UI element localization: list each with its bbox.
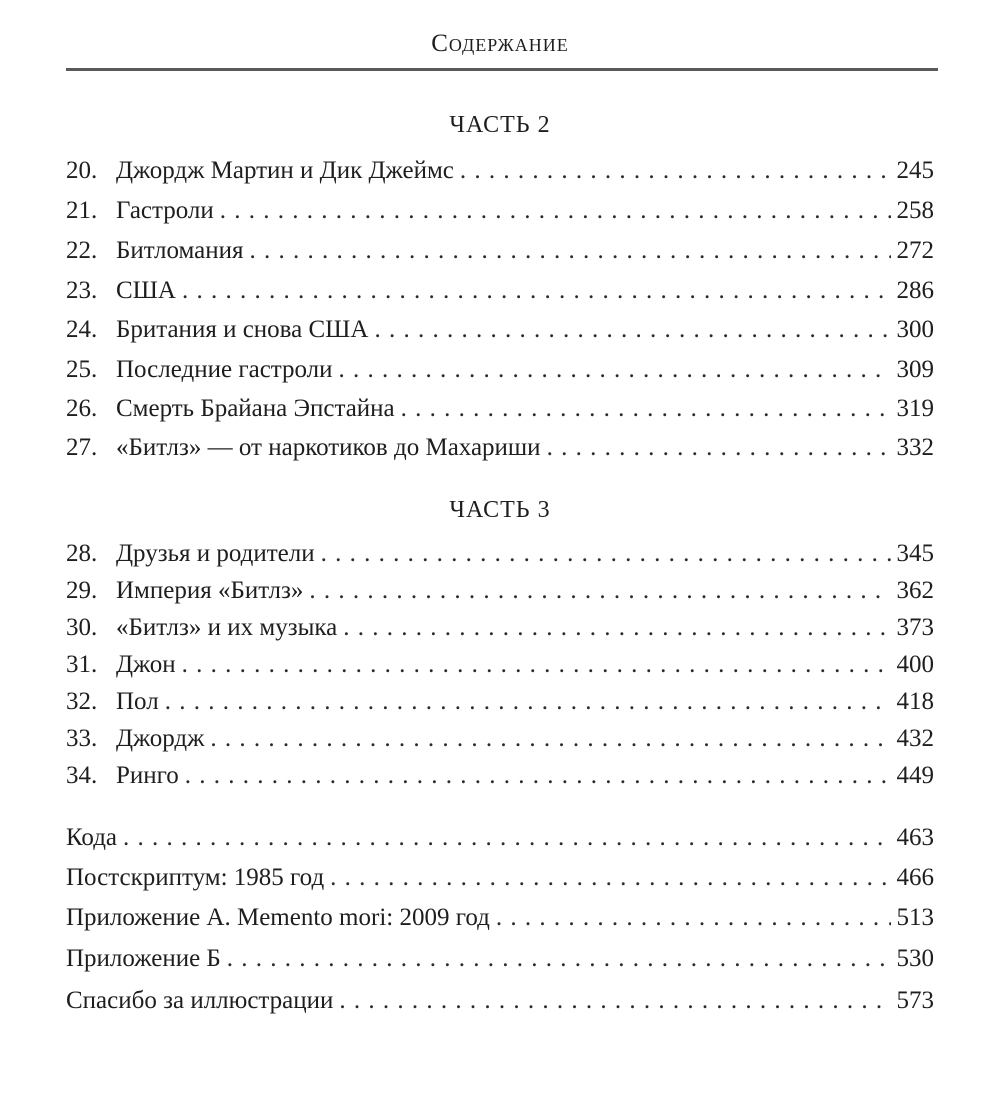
toc-entry-28 <box>66 538 934 570</box>
entry-number: 34. <box>66 762 98 789</box>
toc-entry-30 <box>66 612 934 644</box>
entry-page: 466 <box>896 864 934 891</box>
dot-leader <box>460 155 891 187</box>
entry-page: 432 <box>896 725 934 752</box>
entry-title: Британия и снова США <box>116 316 369 343</box>
entry-title: Друзья и родители <box>116 540 315 567</box>
dot-leader <box>165 686 891 718</box>
running-head: Содержание <box>431 30 569 57</box>
dot-leader <box>182 275 891 307</box>
entry-title: Пол <box>116 688 159 715</box>
toc-entry-22 <box>66 235 934 267</box>
toc-entry-25 <box>66 354 934 386</box>
entry-number: 28. <box>66 540 98 567</box>
toc-entry-27 <box>66 432 934 464</box>
entry-number: 26. <box>66 395 98 422</box>
entry-number: 32. <box>66 688 98 715</box>
entry-number: 31. <box>66 651 98 678</box>
entry-number: 21. <box>66 197 98 224</box>
entry-title: Гастроли <box>116 197 214 224</box>
dot-leader <box>374 314 890 346</box>
entry-page: 573 <box>896 987 934 1014</box>
toc-entry-32 <box>66 686 934 718</box>
dot-leader <box>339 985 890 1017</box>
entry-page: 449 <box>896 762 934 789</box>
entry-page: 400 <box>896 651 934 678</box>
entry-page: 513 <box>896 904 934 931</box>
entry-page: 300 <box>896 316 934 343</box>
dot-leader <box>123 822 890 854</box>
entry-page: 463 <box>896 824 934 851</box>
entry-title: Последние гастроли <box>116 356 333 383</box>
dot-leader <box>547 432 891 464</box>
entry-title: Смерть Брайана Эпстайна <box>116 395 395 422</box>
entry-number: 33. <box>66 725 98 752</box>
dot-leader <box>496 902 891 934</box>
dot-leader <box>220 195 891 227</box>
toc-entry-21 <box>66 195 934 227</box>
toc-entry-33 <box>66 723 934 755</box>
entry-number: 22. <box>66 237 98 264</box>
entry-number: 27. <box>66 434 98 461</box>
toc-entry-appendix-a <box>66 902 934 934</box>
dot-leader <box>185 760 891 792</box>
entry-title: Джордж <box>116 725 205 752</box>
entry-title: Ринго <box>116 762 179 789</box>
entry-page: 373 <box>896 614 934 641</box>
entry-page: 345 <box>896 540 934 567</box>
dot-leader <box>210 723 890 755</box>
entry-number: 30. <box>66 614 98 641</box>
toc-entry-34 <box>66 760 934 792</box>
entry-title: Кода <box>66 824 118 851</box>
toc-entry-31 <box>66 649 934 681</box>
toc-entry-24 <box>66 314 934 346</box>
part-2-heading: ЧАСТЬ 2 <box>449 112 551 138</box>
part-3-heading: ЧАСТЬ 3 <box>449 497 551 523</box>
toc-entry-coda <box>66 822 934 854</box>
toc-entry-postscript <box>66 862 934 894</box>
entry-title: Постскриптум: 1985 год <box>66 864 325 891</box>
entry-page: 332 <box>896 434 934 461</box>
entry-number: 24. <box>66 316 98 343</box>
toc-entry-23 <box>66 275 934 307</box>
entry-number: 29. <box>66 577 98 604</box>
entry-page: 286 <box>896 277 934 304</box>
entry-number: 25. <box>66 356 98 383</box>
entry-title: Спасибо за иллюстрации <box>66 987 334 1014</box>
entry-page: 272 <box>896 237 934 264</box>
dot-leader <box>339 354 891 386</box>
header-rule <box>66 68 938 71</box>
entry-title: Джордж Мартин и Дик Джеймс <box>116 157 454 184</box>
entry-page: 418 <box>896 688 934 715</box>
entry-title: Приложение Б <box>66 945 221 972</box>
entry-page: 245 <box>896 157 934 184</box>
entry-page: 530 <box>896 945 934 972</box>
dot-leader <box>330 862 890 894</box>
entry-title: Империя «Битлз» <box>116 577 304 604</box>
toc-entry-appendix-b <box>66 943 934 975</box>
dot-leader <box>227 943 891 975</box>
entry-page: 319 <box>896 395 934 422</box>
entry-title: США <box>116 277 176 304</box>
entry-title: «Битлз» и их музыка <box>116 614 338 641</box>
entry-title: Джон <box>116 651 176 678</box>
dot-leader <box>309 575 890 607</box>
dot-leader <box>343 612 890 644</box>
dot-leader <box>401 393 891 425</box>
dot-leader <box>182 649 891 681</box>
toc-entry-26 <box>66 393 934 425</box>
entry-title: «Битлз» — от наркотиков до Махариши <box>116 434 541 461</box>
toc-entry-thanks <box>66 985 934 1017</box>
entry-number: 20. <box>66 157 98 184</box>
entry-page: 309 <box>896 356 934 383</box>
dot-leader <box>321 538 891 570</box>
entry-title: Приложение А. Memento mori: 2009 год <box>66 904 490 931</box>
toc-entry-20 <box>66 155 934 187</box>
dot-leader <box>250 235 891 267</box>
entry-page: 362 <box>896 577 934 604</box>
entry-title: Битломания <box>116 237 244 264</box>
entry-page: 258 <box>896 197 934 224</box>
entry-number: 23. <box>66 277 98 304</box>
toc-entry-29 <box>66 575 934 607</box>
